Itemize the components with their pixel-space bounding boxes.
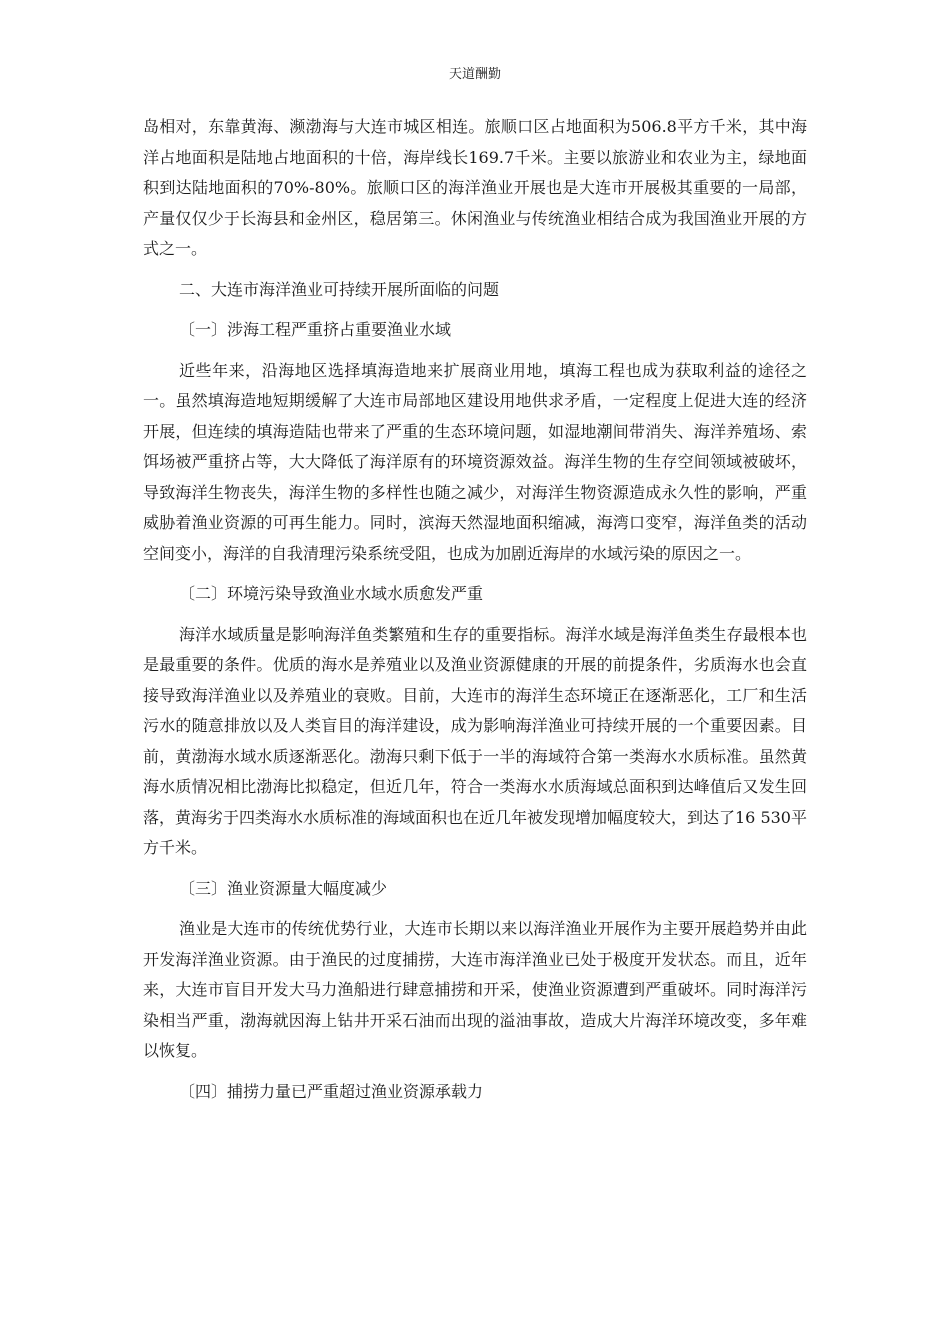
paragraph-resource-decline: 渔业是大连市的传统优势行业，大连市长期以来以海洋渔业开展作为主要开展趋势并由此开发海洋渔业资源。由于渔民的过度捕捞，大连市海洋渔业已处于极度开发状态。而且，近年来，大连市盲目开发大马力渔船进行肆意捕捞和开采，使渔业资源遭到严重破坏。同时海洋污染相当严重，渤海就因海上钻井开采石油而出现的溢油事故，造成大片海洋环境改变，多年难以恢复。 <box>143 919 807 1060</box>
subsection-heading-2: 〔二〕环境污染导致渔业水域水质愈发严重 <box>179 584 484 603</box>
subsection-heading-4: 〔四〕捕捞力量已严重超过渔业资源承载力 <box>179 1081 484 1101</box>
running-header: 天道酬勤 <box>448 67 501 82</box>
paragraph-reclamation: 近些年来，沿海地区选择填海造地来扩展商业用地，填海工程也成为获取利益的途径之一。虽然填海造地短期缓解了大连市局部地区建设用地供求矛盾，一定程度上促进大连的经济开展，但连续的填海造陆也带来了严重的生态环境问题，如湿地潮间带消失、海洋养殖场、索饵场被严重挤占等，大大降低了海洋原有的环境资源效益。海洋生物的生存空间领域被破坏，导致海洋生物丧失，海洋生物的多样性也随之减少，对海洋生物资源造成永久性的影响，严重威胁着渔业资源的可再生能力。同时，滨海天然湿地面积缩减，海湾口变窄，海洋鱼类的活动空间变小，海洋的自我清理污染系统受阻，也成为加剧近海岸的水域污染的原因之一。 <box>143 360 807 563</box>
subsection-heading-1: 〔一〕涉海工程严重挤占重要渔业水域 <box>179 320 452 339</box>
subsection-heading-3: 〔三〕渔业资源量大幅度减少 <box>179 878 388 898</box>
body-content <box>143 112 807 1107</box>
paragraph-lushunkou-overview: 岛相对，东靠黄海、濒渤海与大连市城区相连。旅顺口区占地面积为506.8平方千米，其中海洋占地面积是陆地占地面积的十倍，海岸线长169.7千米。主要以旅游业和农业为主，绿地面积到达陆地面积的70%-80%。旅顺口区的海洋渔业开展也是大连市开展极其重要的一局部，产量仅仅少于长海县和金州区，稳居第三。休闲渔业与传统渔业相结合成为我国渔业开展的方式之一。 <box>143 117 807 258</box>
section-heading-2: 二、大连市海洋渔业可持续开展所面临的问题 <box>179 279 500 299</box>
paragraph-water-quality: 海洋水域质量是影响海洋鱼类繁殖和生存的重要指标。海洋水域是海洋鱼类生存最根本也是最重要的条件。优质的海水是养殖业以及渔业资源健康的开展的前提条件，劣质海水也会直接导致海洋渔业以及养殖业的衰败。目前，大连市的海洋生态环境正在逐渐恶化，工厂和生活污水的随意排放以及人类盲目的海洋建设，成为影响海洋渔业可持续开展的一个重要因素。目前，黄渤海水域水质逐渐恶化。渤海只剩下低于一半的海域符合第一类海水水质标准。虽然黄海水质情况相比渤海比拟稳定，但近几年，符合一类海水水质海域总面积到达峰值后又发生回落，黄海劣于四类海水水质标准的海域面积也在近几年被发现增加幅度较大，到达了16 530平方千米。 <box>143 624 807 857</box>
